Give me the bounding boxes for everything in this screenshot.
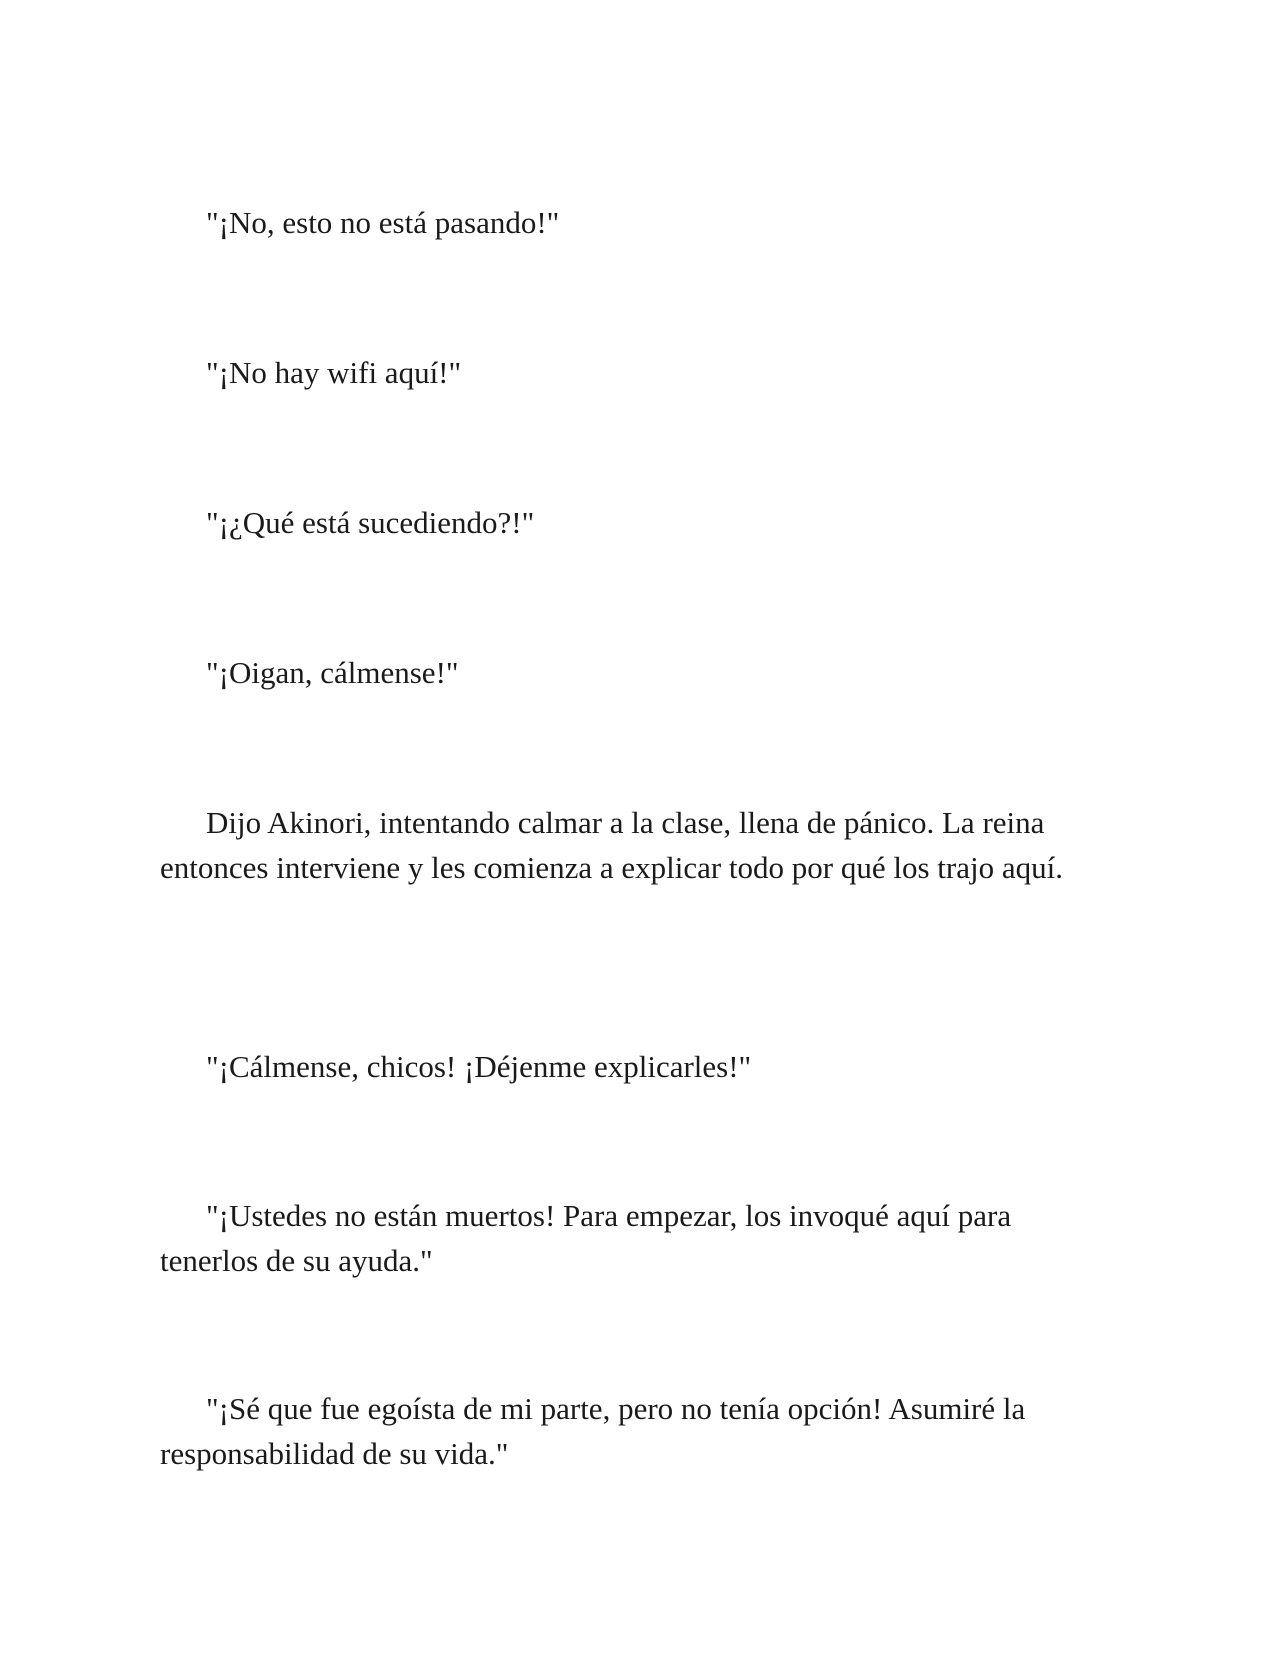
paragraph: "¡No, esto no está pasando!" [206,205,560,240]
paragraph: "¡Cálmense, chicos! ¡Déjenme explicarles!" [206,1049,752,1084]
paragraph: "¡¿Qué está sucediendo?!" [206,505,535,540]
paragraph: "¡Oigan, cálmense!" [206,655,459,690]
paragraph: "¡Sé que fue egoísta de mi parte, pero no tenía opción! Asumiré la responsabilidad de su vida." [160,1391,1026,1471]
paragraph: "¡Ustedes no están muertos! Para empezar, los invoqué aquí para tenerlos de su ayuda." [160,1198,1012,1278]
paragraph: Dijo Akinori, intentando calmar a la clase, llena de pánico. La reina entonces interviene y les comienza a explicar todo por qué los trajo aquí. [160,805,1063,885]
paragraph: "¡No hay wifi aquí!" [206,355,462,390]
